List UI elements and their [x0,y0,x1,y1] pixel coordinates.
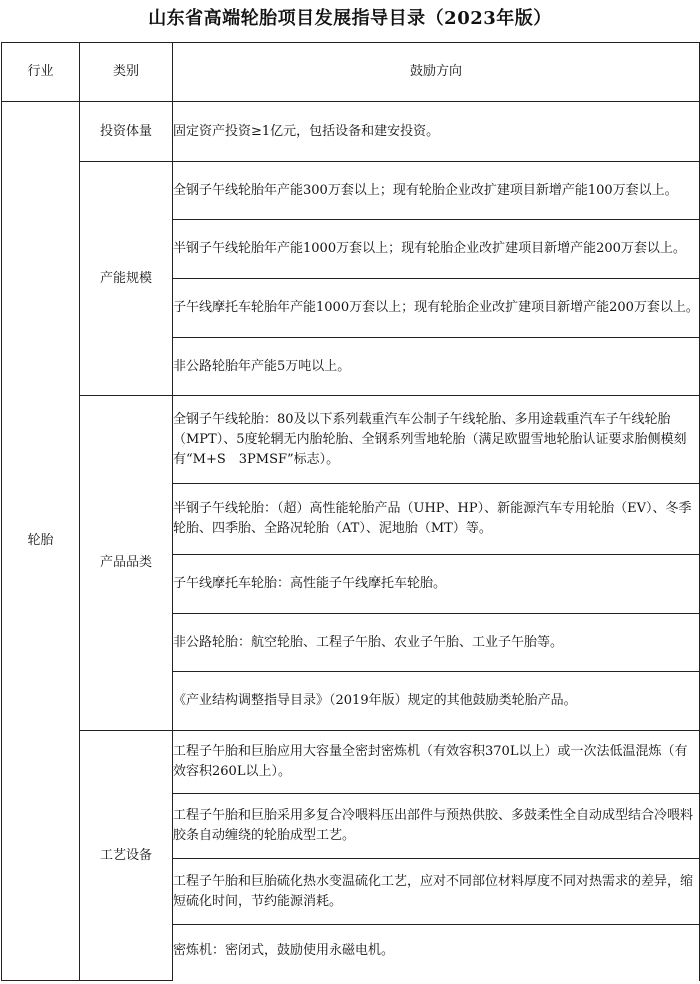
direction-cell: 工程子午胎和巨胎应用大容量全密封密炼机（有效容积370L以上）或一次法低温混炼（有效容积260L以上）。 [173,731,700,794]
category-cell: 产品品类 [80,396,173,731]
direction-cell: 半钢子午线轮胎年产能1000万套以上；现有轮胎企业改扩建项目新增产能200万套以上。 [173,220,700,279]
header-direction: 鼓励方向 [173,43,700,102]
direction-cell: 子午线摩托车轮胎年产能1000万套以上；现有轮胎企业改扩建项目新增产能200万套以上。 [173,279,700,338]
table-row [2,102,700,162]
table-header-row [2,43,700,102]
direction-cell: 《产业结构调整指导目录》（2019年版）规定的其他鼓励类轮胎产品。 [173,672,700,731]
table-row [2,162,700,220]
direction-cell: 全钢子午线轮胎年产能300万套以上；现有轮胎企业改扩建项目新增产能100万套以上。 [173,162,700,220]
direction-cell: 全钢子午线轮胎：80及以下系列载重汽车公制子午线轮胎、多用途载重汽车子午线轮胎（MPT）、5度轮辋无内胎轮胎、全钢系列雪地轮胎（满足欧盟雪地轮胎认证要求胎侧模刻有“M+S 3PMSF”标志）。 [173,396,700,484]
direction-cell: 子午线摩托车轮胎：高性能子午线摩托车轮胎。 [173,555,700,614]
direction-cell: 工程子午胎和巨胎采用多复合冷喂料压出部件与预热供胶、多鼓柔性全自动成型结合冷喂料胶条自动缠绕的轮胎成型工艺。 [173,794,700,859]
direction-cell: 非公路轮胎年产能5万吨以上。 [173,338,700,396]
direction-cell: 固定资产投资≥1亿元，包括设备和建安投资。 [173,102,700,162]
table-row [2,731,700,794]
header-industry: 行业 [2,43,80,102]
category-cell: 工艺设备 [80,731,173,981]
table-row [2,396,700,484]
category-cell: 投资体量 [80,102,173,162]
tire-project-table [1,42,700,981]
header-category: 类别 [80,43,173,102]
industry-cell: 轮胎 [2,102,80,981]
direction-cell: 密炼机：密闭式，鼓励使用永磁电机。 [173,925,700,981]
category-cell: 产能规模 [80,162,173,396]
document-title: 山东省高端轮胎项目发展指导目录（2023年版） [148,8,552,29]
direction-cell: 非公路轮胎：航空轮胎、工程子午胎、农业子午胎、工业子午胎等。 [173,614,700,672]
direction-cell: 半钢子午线轮胎：（超）高性能轮胎产品（UHP、HP）、新能源汽车专用轮胎（EV）、冬季轮胎、四季胎、全路况轮胎（AT）、泥地胎（MT）等。 [173,484,700,555]
direction-cell: 工程子午胎和巨胎硫化热水变温硫化工艺，应对不同部位材料厚度不同对热需求的差异，缩短硫化时间，节约能源消耗。 [173,859,700,925]
